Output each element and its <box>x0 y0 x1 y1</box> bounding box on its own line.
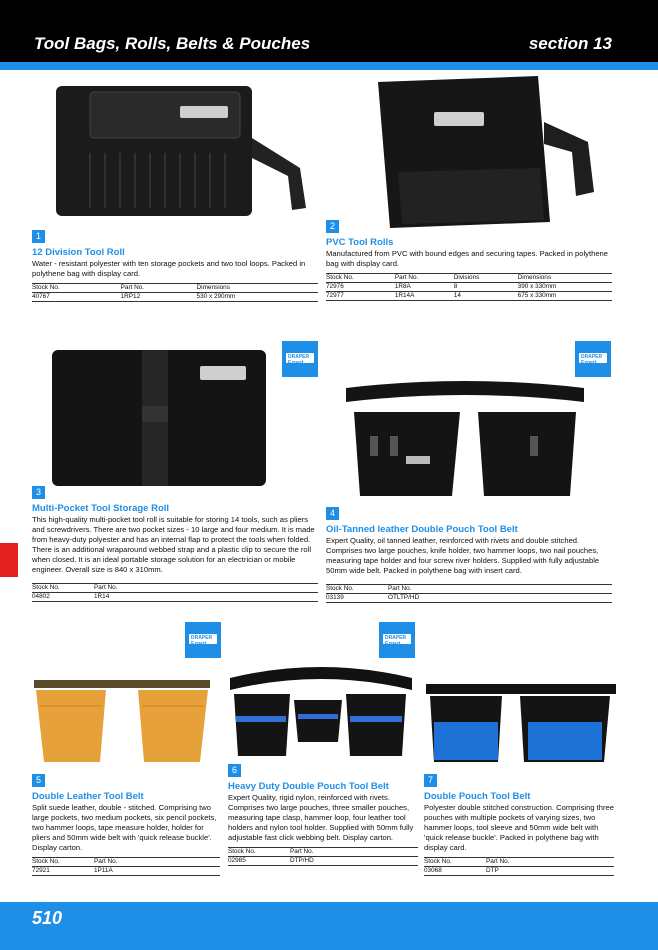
product-number: 7 <box>424 774 437 787</box>
spec-table: Stock No. Part No. Divisions Dimensions 72976 1R8A 8 390 x 330mm 72977 1R14A 14 675 x 330mm <box>326 273 612 301</box>
product-title: PVC Tool Rolls <box>326 237 394 248</box>
product-title: Double Leather Tool Belt <box>32 791 144 802</box>
product-number: 3 <box>32 486 45 499</box>
product-number: 2 <box>326 220 339 233</box>
header-stripe <box>0 62 658 70</box>
draper-expert-logo: DRAPER Expert <box>575 341 611 377</box>
product-description: Split suede leather, double - stitched. Comprising two large pockets, two medium pockets, six pencil pockets, two hammer loops, tape measure holder, holder for pliers and 50mm wide belt with 'quick release buckle'. Display carton. <box>32 803 217 852</box>
spec-table: Stock No. Part No. Dimensions 40767 1RP12 530 x 290mm <box>32 283 318 302</box>
product-title: 12 Division Tool Roll <box>32 247 125 258</box>
product-number: 1 <box>32 230 45 243</box>
product-image-5 <box>30 676 214 768</box>
product-4 <box>326 503 612 603</box>
product-image-7 <box>424 678 618 768</box>
product-description: Manufactured from PVC with bound edges and securing tapes. Packed in polythene bag with display card. <box>326 249 608 268</box>
spec-table: Stock No. Part No. 04802 1R14 <box>32 583 318 602</box>
product-description: Expert Quality, rigid nylon, reinforced with rivets. Comprises two large pouches, three smaller pouches, measuring tape clasp, hammer loop, four leather tool holders and nylon tool holder. Supplied with 50mm fully adjustable fast click webbing belt. Display carton. <box>228 793 414 842</box>
product-description: Polyester double stitched construction. Comprising three pouches with multiple pockets of varying sizes, two hammer loops, tool sleeve and 50mm wide belt with 'quick release buckle'. Packed in polythene bag with display card. <box>424 803 614 852</box>
spec-table: Stock No. Part No. 72921 1P11A <box>32 857 220 876</box>
product-image-2 <box>368 72 608 232</box>
product-6 <box>228 760 418 866</box>
section-tab <box>0 543 18 577</box>
product-description: Water - resistant polyester with ten storage pockets and two tool loops. Packed in polythene bag with display card. <box>32 259 306 278</box>
product-7 <box>424 770 614 876</box>
product-5 <box>32 770 220 876</box>
page-title: Tool Bags, Rolls, Belts & Pouches <box>34 34 311 53</box>
product-image-6 <box>226 660 416 766</box>
spec-table: Stock No. Part No. 03139 OTLTP/HD <box>326 584 612 603</box>
spec-table: Stock No. Part No. 02985 DTP/HD <box>228 847 418 866</box>
product-image-1 <box>50 78 318 218</box>
product-1 <box>32 226 318 302</box>
product-description: This high-quality multi-pocket tool roll is suitable for storing 14 tools, such as pliers and screwdrivers. There are two pocket sizes - 10 large and four medium. It is made from heavy-duty polyester and has an internal flap to protect the tools when folded. There is an additional wraparound webbed strap and a plastic clip to secure the roll when closed. It is an ideal portable storage solution for an electrician or mobile engineer. Overall size is 840 x 310mm. <box>32 515 315 574</box>
draper-expert-logo: DRAPER Expert <box>185 622 221 658</box>
product-number: 6 <box>228 764 241 777</box>
product-title: Oil-Tanned leather Double Pouch Tool Belt <box>326 524 518 535</box>
product-title: Multi-Pocket Tool Storage Roll <box>32 503 170 514</box>
product-image-3 <box>46 344 272 492</box>
product-title: Double Pouch Tool Belt <box>424 791 531 802</box>
product-description: Expert Quality, oil tanned leather, reinforced with rivets and double stitched. Comprises two large pouches, knife holder, two hammer loops, two nail pouches, measuring tape holder and four screw river holders. Supplied with fully adjustable 50mm wide belt. Packed in polythene bag with insert card. <box>326 536 600 575</box>
product-image-4 <box>340 376 590 510</box>
product-2 <box>326 216 612 301</box>
spec-table: Stock No. Part No. 03068 DTP <box>424 857 614 876</box>
draper-expert-logo: DRAPER Expert <box>282 341 318 377</box>
product-number: 4 <box>326 507 339 520</box>
page-number: 510 <box>32 908 63 928</box>
page-footer <box>0 902 658 950</box>
product-number: 5 <box>32 774 45 787</box>
product-3 <box>32 482 318 602</box>
product-title: Heavy Duty Double Pouch Tool Belt <box>228 781 389 792</box>
section-label: section 13 <box>528 34 612 53</box>
draper-expert-logo: DRAPER Expert <box>379 622 415 658</box>
